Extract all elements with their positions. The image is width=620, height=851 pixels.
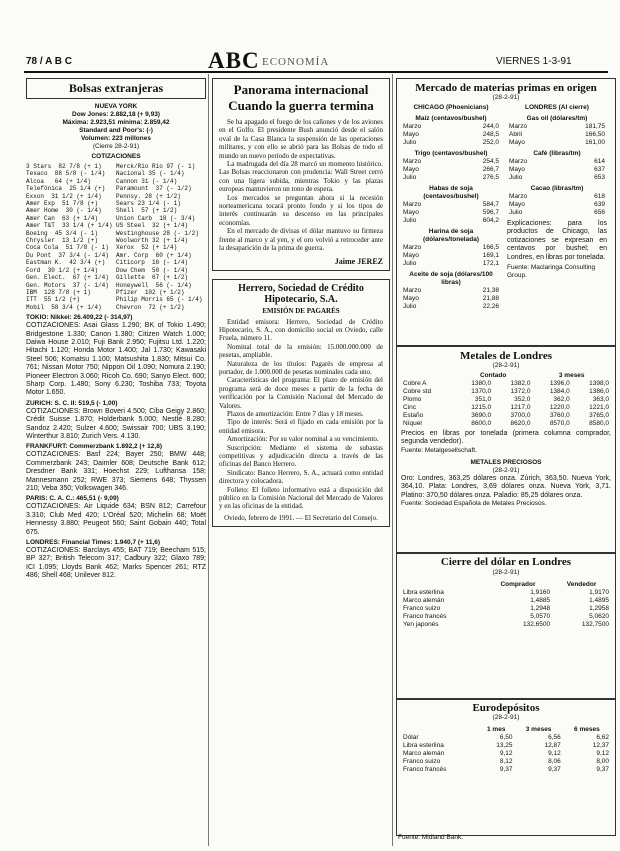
ny-quote-row: Telefónica 25 1/4 (+) Paramount 37 (- 1/2) [26,185,192,193]
euro-table [401,726,611,774]
commodity-month: Julio [509,174,523,181]
commodity-row [401,166,501,174]
zurich-heading: ZURICH: S. C. II: 519,5 (- 1,00) [26,399,118,407]
commodity-name: Harina de soja (dólares/tonelada) [423,228,479,243]
row-label: Estaño [403,412,424,419]
row-value: 6,50 [499,734,513,741]
row-label: Cobre std [403,388,432,395]
row-value: 1220,0 [549,404,570,411]
commodity-name: Aceite de soja (dólares/100 libras) [409,271,493,286]
commodity-name: Trigo (centavos/bushel) [414,150,488,157]
row-value: 1384,0 [549,388,570,395]
cotizaciones-label: COTIZACIONES [91,153,141,160]
issue-date: VIERNES 1-3-91 [496,56,572,67]
herrero-signature: Oviedo, febrero de 1991. — El Secretario del Consejo. [224,513,378,522]
row-value: 3765,0 [589,412,609,419]
row-label: Franco suizo [403,758,441,765]
materias-primas-box [396,78,616,346]
herrero-paragraph: Características del programa: El plazo de emisión del programa será de doce meses a partir de la fecha de verificación por la Comisión Nacional del Mercado de Valores. [219,376,383,410]
row-value: 8,06 [548,758,561,765]
commodity-name: Café (libras/tm) [533,150,581,157]
row-value: 9,37 [596,766,609,773]
commodity-row [401,123,501,131]
row-value: 352,0 [514,396,531,403]
bolsas-title-box [26,78,206,99]
commodity-month: Abril [509,131,523,138]
row-value: 6,56 [548,734,561,741]
commodity-row [507,131,607,139]
column-divider [208,74,209,846]
row-value: 363,0 [592,396,609,403]
commodity-month: Mayo [403,209,419,216]
row-value: 8570,0 [549,420,570,427]
commodity-price: 604,2 [482,217,499,224]
vendedor-header: Vendedor [566,581,597,588]
comprador-header: Comprador [500,581,536,588]
row-value: 9,37 [548,766,561,773]
ny-quote-row: Amer T&T 33 1/4 (+ 1/4) US Steel 32 (+ 1/4) [26,222,189,230]
commodity-month: Marzo [403,158,422,165]
commodity-price: 656 [594,209,605,216]
currency-row [401,613,611,621]
eurodepositos-box [396,698,616,836]
commodity-price: 637 [594,166,605,173]
row-value: 13,25 [496,742,513,749]
commodity-price: 21,38 [482,287,499,294]
commodity-price: 252,0 [482,139,499,146]
ny-line: Dow Jones: 2.882,18 (+ 9,93) [72,111,160,118]
commodity-price: 276,5 [482,174,499,181]
commodity-row [401,252,501,260]
row-label: Marco alemán [403,750,445,757]
currency-row [401,621,611,629]
ny-quote-row: Boeing 45 3/4 (- 1) Westinghouse 28 (- 1/2) [26,229,199,237]
frankfurt-quotes: COTIZACIONES: Basf 224; Bayer 250; BMW 448; Commerzbank 243; Daimler 608; Deutsche Bank 612; Dresdner Bank 331; Hoechst 229; Lufthansa 158; Mannesmann 252; RWE 373; Siemens 648; Thyssen 210; Veba 350; Volkswagen 346. [26,451,206,493]
commodity-row [401,260,501,268]
row-value: 1215,0 [471,404,492,411]
ny-quote-row: Chrysler 13 1/2 (+) Woolworth 32 (+ 1/4) [26,237,189,245]
commodity-row [507,123,607,131]
commodity-month: Mayo [403,131,419,138]
commodity-month: Mayo [403,166,419,173]
commodity-month: Marzo [509,123,528,130]
tokio-heading: TOKIO: Nikkei: 26.409,22 (- 314,97) [26,314,133,322]
commodity-price: 172,1 [482,260,499,267]
precious-text: Oro: Londres, 363,25 dólares onza. Zúrich, 363,50. Nueva York, 364,10. Plata: Londres, 3,69 dólares onza. Nueva York, 3,71. Platino: 370,50 dólares onza. Paladio: 85,25 dólares onza. [401,474,611,499]
commodity-price: 166,5 [482,244,499,251]
row-label: Franco francés [403,766,447,773]
row-value: 3760,0 [549,412,570,419]
ny-heading: NUEVA YORK [94,103,138,110]
commodity-row [401,131,501,139]
deposit-row [401,742,611,750]
row-value: 1386,0 [589,388,609,395]
panorama-paragraph: En el mercado de divisas el dólar mantuvo su firmeza frente al marco y al yen, y el oro volvió a retroceder ante la desaparición de la prima de guerra. [219,227,383,253]
row-value: 8620,0 [510,420,531,427]
row-value: 1,9170 [589,589,609,596]
materias-title: Mercado de materias primas en origen [415,82,597,94]
ny-line: Máxima: 2.923,51 mínima: 2.859,42 [62,119,170,126]
metales-table [401,372,611,428]
metal-row [401,388,611,396]
londres-quotes: COTIZACIONES: Barclays 455; BAT 719; Beecham 515; BP 327; British Telecom 317; Cadbury 322; Glaxo 789; ICI 1.095; Lloyds Bank 462; Marks Spencer 261; RTZ 486; Shell 468; Unilever 812. [26,547,206,580]
herrero-title: Herrero, Sociedad de Crédito Hipotecario, S.A. [238,282,364,305]
row-value: 9,37 [499,766,513,773]
row-value: 5,0570 [530,613,551,620]
row-value: 1382,0 [510,380,531,387]
euro-title: Eurodepósitos [472,702,540,714]
herrero-paragraph: Naturaleza de los títulos: Pagarés de empresa al portador, de 1.000.000 de pesetas nominales cada uno. [219,359,383,376]
ny-quote-row: Exxon 31 1/2 (+ 1/4) Pennsy. 28 (+ 1/2) [26,192,181,200]
commodity-name: Maíz (centavos/bushel) [415,115,487,122]
chicago-products [401,115,501,311]
commodity-price: 21,88 [482,295,499,302]
dolar-box [396,552,616,700]
metal-row [401,404,611,412]
row-label: Yen japonés [403,621,439,628]
currency-row [401,589,611,597]
commodity-row [401,158,501,166]
commodity-price: 596,7 [482,209,499,216]
row-value: 1380,0 [471,380,492,387]
metal-row [401,380,611,388]
londres-heading: LONDRES: Financial Times: 1.940,7 (+ 11,6) [26,539,161,547]
abc-logo: ABC [208,48,260,73]
panorama-box [212,78,390,271]
ny-quotes [26,163,206,311]
commodity-name: Gas oil (dólares/tm) [526,115,588,122]
ny-line: Standard and Poor's: (-) [79,127,153,134]
commodity-month: Marzo [509,193,528,200]
row-value: 1,2948 [530,605,551,612]
row-label: Libra esterlina [403,742,444,749]
middle-column [212,78,390,527]
commodity-month: Julio [509,209,523,216]
deposit-row [401,758,611,766]
commodity-price: 653 [594,174,605,181]
commodity-row [507,209,607,217]
commodity-row [507,166,607,174]
currency-row [401,597,611,605]
commodity-price: 161,00 [585,139,605,146]
metales-title: Metales de Londres [459,350,553,362]
commodity-month: Mayo [509,166,525,173]
column-divider [392,74,393,846]
row-value: 362,0 [553,396,570,403]
tokio-quotes: COTIZACIONES: Asai Glass 1.290; BK of Tokio 1.490; Bridgestone 1.330; Canon 1.380; Citizen Watch 1.000; Daiwa House 2.010; Fuji Bank 2.950; Fujitsu Ltd. 1.220; Hitachi 1.120; Honda Motor 1.400; Jal 1.730; Kawasaki Steel 506; Komatsu 1.100; Matsushita 1.830; Mitsui Co. 761; Nissan Motor 750; Nippon Oil 1.090; Nomura 2.190; Pioneer Electron 3.060; Ricoh Co. 690; Sanyo Elect. 600; Sharp Corp. 1.480; Sony 6.230; Toshiba 733; Toyota Motor 1.650. [26,322,206,397]
herrero-paragraph: Nominal total de la emisión: 15.000.000.000 de pesetas, ampliable. [219,342,383,360]
precious-heading: METALES PRECIOSOS [470,458,542,466]
row-label: Franco suizo [403,605,441,612]
panorama-paragraph: Se ha apagado el fuego de los cañones y de los aviones en el Golfo. El presidente Bush anunció desde el salón oval de la Casa Blanca la suspensión de las operaciones militares, y con ello se abrió para las Bolsas de todo el mundo un nuevo período de expectativas. [219,118,383,160]
row-value: 9,12 [499,750,513,757]
herrero-paragraph: Plazos de amortización: Entre 7 días y 18 meses. [227,409,364,418]
commodity-price: 614 [594,158,605,165]
commodity-row [401,303,501,311]
panorama-paragraph: La madrugada del día 28 marcó un momento histórico. Las Bolsas reaccionaron con prudencia: Wall Street cerró con una ligera subida, mientras Tokio y las plazas europeas mantuvieron un tono de espera. [219,160,383,194]
herrero-subtitle: EMISIÓN DE PAGARÉS [262,306,340,315]
page-number: 78 / A B C [26,56,72,67]
row-value: 8580,0 [589,420,609,427]
commodity-month: Marzo [403,123,422,130]
herrero-body [219,318,383,511]
commodity-price: 22,26 [482,303,499,310]
precious-date: (28-2-91) [492,466,520,474]
ny-quote-row: Gen. Motors 37 (- 1/4) Honeywell 56 (- 1/4) [26,281,192,289]
ny-quote-row: Gen. Elect. 67 (+ 1/4) Gillette 67 (+ 1/2) [26,274,189,282]
commodity-price: 181,75 [585,123,605,130]
commodity-price: 244,0 [482,123,499,130]
row-value: 6,62 [596,734,609,741]
ny-quote-row: ITT 55 1/2 (+) Philip Morris 65 (- 1/4) [26,296,203,304]
paris-heading: PARIS: C. A. C.: 465,51 (- 9,09) [26,495,119,503]
ny-quote-row: Ford 30 1/2 (+ 1/4) Dow Chem 50 (- 1/4) [26,266,189,274]
commodity-price: 584,7 [482,201,499,208]
row-label: Níquel [403,420,422,427]
metales-box [396,346,616,554]
row-label: Franco francés [403,613,447,620]
dolar-date: (28-2-91) [492,569,520,576]
row-value: 1,4885 [530,597,551,604]
commodity-month: Mayo [509,201,525,208]
ny-quote-row: Coca Cola 51 7/8 (- 1) Xerox 52 (+ 1/4) [26,244,178,252]
metal-row [401,412,611,420]
row-value: 12,37 [592,742,609,749]
commodity-month: Julio [403,217,417,224]
panorama-paragraph: Los mercados se preguntan ahora si la recesión norteamericana tocará pronto fondo y si los tipos de interés continuarán su descenso en las principales economías. [219,193,383,227]
commodity-row [401,209,501,217]
london-commodities-heading: LONDRES (Al cierre) [525,104,589,111]
ny-quote-row: Alcoa 64 (+ 1/4) Cannon 31 (- 1/4) [26,177,178,185]
commodity-row [507,193,607,201]
tres-meses-header: 3 meses [558,372,585,379]
row-value: 132,7500 [581,621,609,628]
panorama-author: Jaime JEREZ [334,256,383,266]
row-value: 1,2958 [589,605,609,612]
commodity-row [401,295,501,303]
commodity-month: Julio [403,303,417,310]
commodity-row [507,174,607,182]
commodity-row [401,287,501,295]
commodity-month: Julio [403,139,417,146]
bolsas-title: Bolsas extranjeras [68,81,164,95]
row-label: Cinc [403,404,417,411]
ny-line: Volumen: 223 millones [81,135,151,142]
ny-quote-row: Eastman K. 42 3/4 (+) Citicorp 16 (- 1/4) [26,259,189,267]
row-value: 1398,0 [589,380,609,387]
row-value: 8600,0 [471,420,492,427]
herrero-paragraph: Folleto: El folleto informativo está a disposición del público en la Comisión Nacional del Mercado de Valores y en las oficinas de la entidad. [219,485,383,511]
dolar-title: Cierre del dólar en Londres [440,556,572,568]
commodity-row [401,174,501,182]
commodity-row [507,201,607,209]
row-value: 8,00 [596,758,609,765]
panorama-subtitle: Cuando la guerra termina [228,98,374,113]
commodity-row [401,139,501,147]
commodity-month: Julio [403,260,417,267]
ny-quote-row: Texaco 88 5/8 (- 1/4) Nacional 35 (- 1/4) [26,170,185,178]
row-label: Dólar [403,734,419,741]
commodity-price: 639 [594,201,605,208]
metales-date: (28-2-91) [492,362,520,369]
commodity-month: Marzo [509,158,528,165]
term-header: 6 meses [574,726,600,733]
commodity-row [401,244,501,252]
euro-date: (28-2-91) [492,714,520,721]
commodity-month: Mayo [403,252,419,259]
header-rule [24,71,608,73]
row-value: 9,12 [548,750,561,757]
metal-row [401,420,611,428]
row-value: 8,12 [499,758,513,765]
dolar-table [401,581,611,629]
row-value: 5,0620 [589,613,609,620]
section-name: ECONOMÍA [262,56,330,68]
row-value: 1221,0 [589,404,609,411]
row-value: 1,9160 [530,589,551,596]
commodity-price: 166,50 [585,131,605,138]
row-value: 1,4895 [589,597,609,604]
deposit-row [401,734,611,742]
currency-row [401,605,611,613]
row-value: 1372,0 [510,388,531,395]
commodity-row [401,217,501,225]
row-value: 1396,0 [549,380,570,387]
ny-quote-row: 3 Stars 82 7/8 (+ 1) Merck/Rio Rio 97 (- 1) [26,163,196,170]
row-label: Libra esterlina [403,589,444,596]
metal-row [401,396,611,404]
ny-quote-row: IBM 128 7/8 (+ 1) Pfizer 102 (+ 1/2) [26,288,185,296]
commodity-price: 618 [594,193,605,200]
herrero-box [212,279,390,527]
term-header: 1 mes [487,726,506,733]
ny-quote-row: Amer Exp 51 7/8 (+) Sears 23 1/4 (- 1) [26,200,181,208]
commodity-row [401,201,501,209]
commodity-month: Marzo [403,201,422,208]
commodity-price: 248,5 [482,131,499,138]
herrero-paragraph: Sindicato: Banco Herrero, S. A., actuará como entidad directora y colocadora. [219,468,383,486]
ny-quote-row: Mobil 58 3/4 (+ 1/4) Chevron 72 (+ 1/2) [26,303,185,311]
materias-note: Explicaciones: para los productos de Chicago, las cotizaciones se expresan en centavos por bushel; en Londres, en libras por tonelada. [507,220,607,261]
row-value: 1370,0 [471,388,492,395]
row-value: 132,6500 [523,621,551,628]
row-value: 3700,0 [510,412,531,419]
chicago-heading: CHICAGO (Phoenicians) [413,104,489,111]
commodity-row [507,139,607,147]
ny-quote-row: Du Pont 37 3/4 (- 1/4) Amr. Corp 60 (+ 1/4) [26,251,192,259]
herrero-paragraph: Suscripción: Mediante el sistema de subastas competitivas y adjudicación directa a través de las oficinas del Banco Herrero. [219,443,383,469]
bolsas-extranjeras [26,78,206,581]
commodity-month: Mayo [403,295,419,302]
row-value: 351,0 [474,396,492,403]
commodity-month: Julio [403,174,417,181]
herrero-paragraph: Amortización: Por su valor nominal a su vencimiento. [227,435,379,444]
commodity-name: Cacao (libras/tm) [530,185,584,192]
london-products [507,115,607,217]
ny-line: (Cierre 28-2-91) [92,143,140,150]
herrero-paragraph: Entidad emisora: Herrero, Sociedad de Crédito Hipotecario, S. A., con domicilio social en Oviedo, calle Fruela, número 11. [219,317,383,343]
row-value: 12,87 [544,742,561,749]
row-label: Plomo [403,396,422,403]
ny-quote-row: Amer Can 63 (+ 1/4) Union Carb 18 (- 3/4) [26,214,196,222]
commodity-name: Habas de soja (centavos/bushel) [423,185,479,200]
metales-note: Precios en libras por tonelada (primera columna comprador, segunda vendedor). [401,430,611,446]
row-value: 1217,0 [510,404,531,411]
zurich-quotes: COTIZACIONES: Brown Boveri 4.500; Ciba Geigy 2.860; Crédit Suisse 1.870; Holderbank 5.000; Nestlé 8.280; Sandoz 2.420; Sulzer 4.600; Swissair 700; UBS 3.190; Winterthur 3.810; Zurich Vers. 4.130. [26,407,206,440]
frankfurt-heading: FRANKFURT: Commerzbank 1.892,2 (+ 12,8) [26,443,162,451]
row-value: 9,12 [596,750,609,757]
commodity-row [507,158,607,166]
deposit-row [401,750,611,758]
materias-date: (28-2-91) [492,94,520,101]
commodity-price: 169,1 [482,252,499,259]
deposit-row [401,766,611,774]
metales-source: Fuente: Metalgesellschaft. [401,446,477,454]
commodity-month: Marzo [403,287,422,294]
materias-source: Fuente: Maclaringa Consulting Group. [507,264,596,280]
ny-quote-row: Amer Home 30 (- 1/4) Shell 57 (+ 1/2) [26,207,178,215]
term-header: 3 meses [525,726,552,733]
row-label: Cobre A [403,380,427,387]
paris-quotes: COTIZACIONES: Air Liquide 634; BSN 812; Carrefour 3.310; Club Med 420; L'Oréal 520; Michelin 68; Moët Hennessy 3.880; Peugeot 560; Saint Gobain 440; Total 675. [26,503,206,536]
herrero-paragraph: Tipo de interés: Será el fijado en cada emisión por la entidad emisora. [219,418,383,435]
contado-header: Contado [479,372,507,379]
commodity-month: Mayo [509,139,525,146]
euro-source: Fuente: Midland Bank. [398,834,464,841]
row-label: Marco alemán [403,597,445,604]
precious-source: Fuente: Sociedad Española de Metales Preciosos. [401,500,547,508]
commodity-month: Marzo [403,244,422,251]
panorama-title: Panorama internacional [233,82,369,97]
commodity-price: 254,5 [482,158,499,165]
row-value: 3690,0 [471,412,492,419]
commodity-price: 266,7 [482,166,499,173]
page-header [0,50,620,72]
